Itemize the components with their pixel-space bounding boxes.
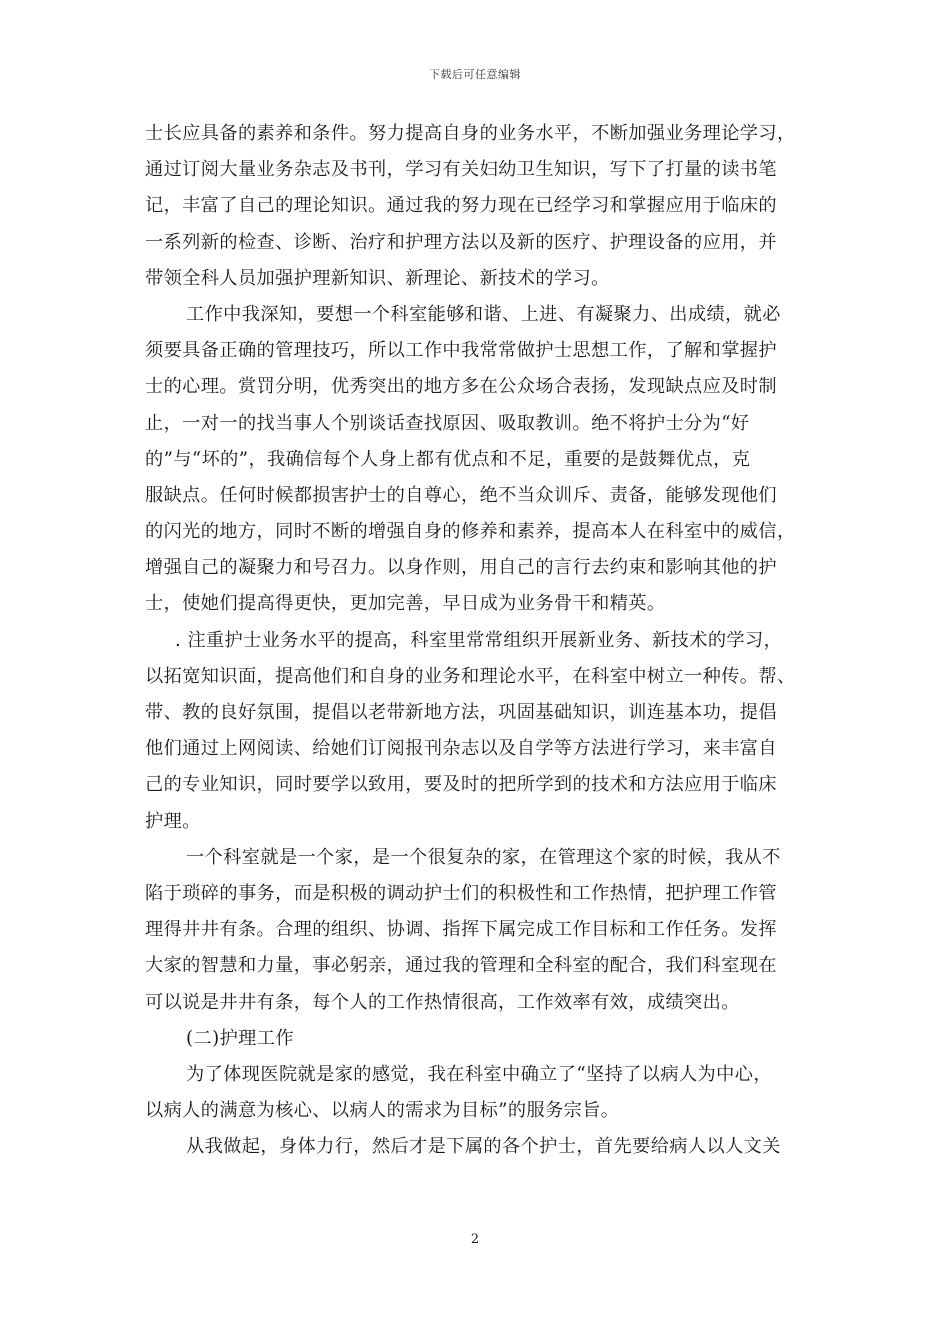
- text-line: 以病人的满意为核心、以病人的需求为目标”的服务宗旨。: [145, 1100, 620, 1122]
- text-line: 士长应具备的素养和条件。努力提高自身的业务水平，不断加强业务理论学习，: [145, 123, 796, 144]
- text-line: 一个科室就是一个家，是一个很复杂的家，在管理这个家的时候，我从不: [186, 846, 781, 868]
- text-line: 工作中我深知，要想一个科室能够和谐、上进、有凝聚力、出成绩，就必: [186, 303, 781, 325]
- text-line: 陷于琐碎的事务，而是积极的调动护士们的积极性和工作热情，把护理工作管: [145, 882, 777, 904]
- text-line: (二)护理工作: [186, 1027, 294, 1049]
- text-line: 为了体现医院就是家的感觉，我在科室中确立了“坚持了以病人为中心，: [186, 1063, 772, 1085]
- text-line: 理得井井有条。合理的组织、协调、指挥下属完成工作目标和工作任务。发挥: [145, 919, 777, 941]
- page-number: 2: [470, 1232, 480, 1247]
- text-line: 须要具备正确的管理技巧，所以工作中我常常做护士思想工作，了解和掌握护: [145, 340, 777, 362]
- text-line: 记，丰富了自己的理论知识。通过我的努力现在已经学习和掌握应用于临床的: [145, 195, 777, 217]
- document-body: [145, 116, 807, 1165]
- text-line: 增强自己的凝聚力和号召力。以身作则，用自己的言行去约束和影响其他的护: [145, 557, 777, 579]
- text-line: 士的心理。赏罚分明，优秀突出的地方多在公众场合表扬，发现缺点应及时制: [145, 376, 777, 398]
- text-line: 通过订阅大量业务杂志及书刊，学习有关妇幼卫生知识，写下了打量的读书笔: [145, 159, 777, 181]
- text-line: 带、教的良好氛围，提倡以老带新地方法，巩固基础知识，训连基本功，提倡: [145, 702, 777, 723]
- text-line: 己的专业知识，同时要学以致用，要及时的把所学到的技术和方法应用于临床: [145, 774, 777, 796]
- text-line: 止，一对一的找当事人个别谈话查找原因、吸取教训。绝不将护士分为“好: [145, 412, 750, 434]
- text-line: 以拓宽知识面，提高他们和自身的业务和理论水平，在科室中树立一种传。帮、: [145, 665, 796, 687]
- text-line: 从我做起，身体力行，然后才是下属的各个护士，首先要给病人以人文关: [186, 1136, 781, 1158]
- text-line: 大家的智慧和力量，事必躬亲，通过我的管理和全科室的配合，我们科室现在: [145, 955, 777, 977]
- page-header-note: 下载后可任意编辑: [429, 68, 521, 81]
- text-line: 服缺点。任何时候都损害护士的自尊心，绝不当众训斥、责备，能够发现他们: [145, 484, 777, 506]
- text-line: 的”与“坏的”，我确信每个人身上都有优点和不足，重要的是鼓舞优点，克: [145, 448, 751, 470]
- text-line: 护理。: [145, 810, 201, 832]
- text-line: 士，使她们提高得更快，更加完善，早日成为业务骨干和精英。: [145, 593, 666, 615]
- text-line: 他们通过上网阅读、给她们订阅报刊杂志以及自学等方法进行学习，来丰富自: [145, 738, 777, 760]
- text-line: 一系列新的检查、诊断、治疗和护理方法以及新的医疗、护理设备的应用，并: [145, 231, 777, 253]
- text-line: 可以说是井井有条，每个人的工作热情很高，工作效率有效，成绩突出。: [145, 991, 740, 1013]
- text-line: 的闪光的地方，同时不断的增强自身的修养和素养，提高本人在科室中的威信，: [145, 521, 796, 543]
- text-line: . 注重护士业务水平的提高，科室里常常组织开展新业务、新技术的学习，: [175, 629, 783, 651]
- text-line: 带领全科人员加强护理新知识、新理论、新技术的学习。: [145, 267, 610, 289]
